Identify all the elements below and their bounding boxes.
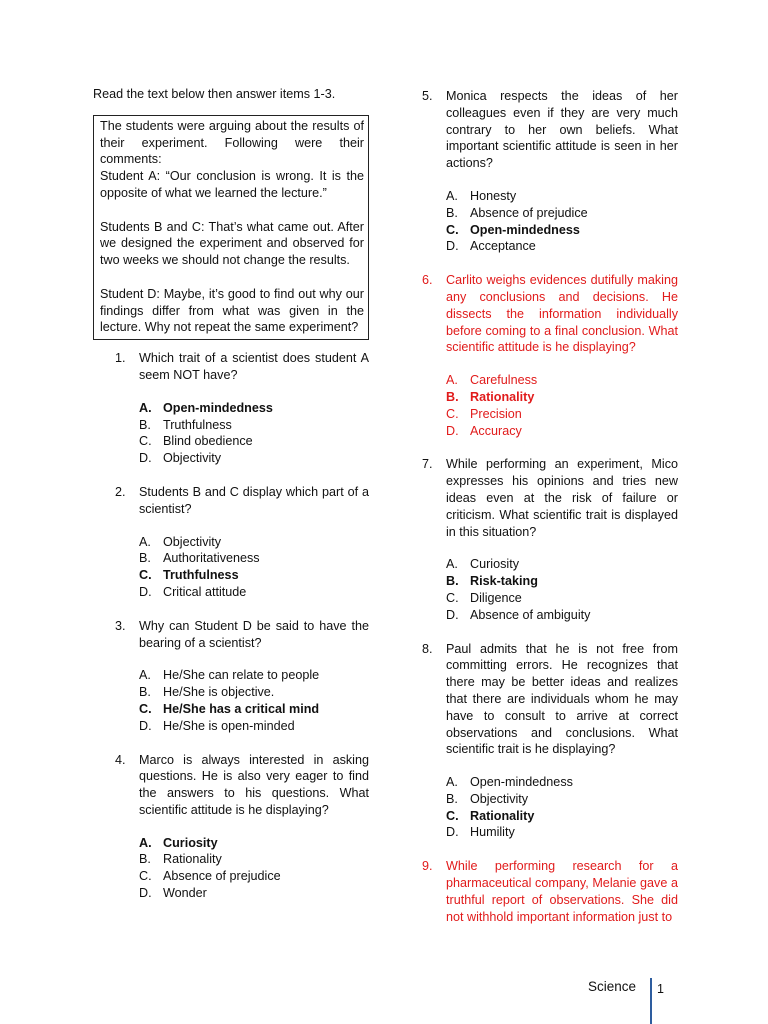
- option-letter: D.: [139, 451, 152, 466]
- option-text: Objectivity: [163, 451, 222, 466]
- question-item: [115, 752, 369, 902]
- option-letter: D.: [446, 825, 459, 840]
- option-letter: B.: [446, 791, 458, 806]
- option-text: Curiosity: [163, 835, 218, 850]
- question-list-left: [93, 350, 369, 902]
- answer-option: [446, 423, 678, 440]
- option-letter: C.: [139, 568, 152, 583]
- passage-paragraph: Student D: Maybe, it’s good to find out why our findings differ from what was given in the lecture. Why not repeat the same experiment?: [100, 286, 364, 335]
- footer-subject: Science: [588, 979, 637, 994]
- option-letter: B.: [139, 685, 151, 700]
- question-body: [139, 484, 369, 601]
- option-letter: B.: [446, 205, 458, 220]
- option-text: Acceptance: [470, 239, 536, 254]
- answer-option: [139, 567, 369, 584]
- question-body: [446, 641, 678, 842]
- question-number: 2.: [115, 484, 126, 499]
- option-letter: C.: [139, 869, 152, 884]
- question-body: [139, 752, 369, 902]
- answer-option: [139, 868, 369, 885]
- answer-option: [139, 433, 369, 450]
- question-item: [422, 858, 678, 925]
- option-letter: C.: [446, 808, 459, 823]
- intro-instruction: Read the text below then answer items 1-3.: [93, 87, 336, 101]
- question-body: [446, 456, 678, 623]
- left-column: [93, 86, 369, 919]
- option-text: He/She has a critical mind: [163, 701, 320, 716]
- answer-option: [446, 774, 678, 791]
- question-stem: While performing an experiment, Mico expresses his opinions and tries new ideas even at the risk of failure or criticism. What scientific trait is displayed in this situation?: [446, 457, 678, 539]
- option-text: Risk-taking: [470, 574, 538, 589]
- answer-option: [139, 851, 369, 868]
- option-text: Rationality: [163, 852, 222, 867]
- question-number: 7.: [422, 457, 433, 472]
- option-text: Precision: [470, 406, 522, 421]
- answer-option: [139, 701, 369, 718]
- question-stem: Which trait of a scientist does student A seem NOT have?: [139, 351, 369, 382]
- answer-option: [139, 400, 369, 417]
- question-number: 5.: [422, 89, 433, 103]
- question-number: 9.: [422, 859, 433, 874]
- question-number: 6.: [422, 273, 433, 288]
- answer-option: [139, 684, 369, 701]
- question-number: 3.: [115, 618, 126, 633]
- option-text: Accuracy: [470, 423, 522, 438]
- answer-option: [139, 835, 369, 852]
- answer-option: [446, 573, 678, 590]
- answer-option: [139, 667, 369, 684]
- answer-option: [139, 550, 369, 567]
- option-text: Open-mindedness: [163, 400, 273, 415]
- option-text: Truthfulness: [163, 417, 232, 432]
- question-stem: Marco is always interested in asking questions. He is also very eager to find the answers to his questions. What scientific attitude is he displaying?: [139, 752, 369, 817]
- option-letter: A.: [446, 775, 458, 790]
- answer-option: [446, 205, 678, 222]
- option-text: He/She is open-minded: [163, 718, 295, 733]
- question-item: [115, 484, 369, 601]
- answer-option: [446, 406, 678, 423]
- reading-passage-box: [93, 115, 369, 340]
- answer-option: [446, 188, 678, 205]
- answer-option: [139, 417, 369, 434]
- option-text: Blind obedience: [163, 434, 253, 449]
- option-text: Authoritativeness: [163, 551, 260, 566]
- option-text: Wonder: [163, 886, 207, 901]
- option-letter: D.: [139, 886, 152, 901]
- footer-divider: [650, 978, 652, 1024]
- answer-option: [446, 222, 678, 239]
- option-letter: A.: [446, 373, 458, 388]
- answer-option: [446, 607, 678, 624]
- answer-option: [446, 372, 678, 389]
- answer-option: [446, 389, 678, 406]
- question-body: [139, 618, 369, 735]
- answer-option: [139, 450, 369, 467]
- option-text: Open-mindedness: [470, 775, 573, 790]
- question-item: [422, 456, 678, 623]
- passage-paragraph: Students B and C: That’s what came out. After we designed the experiment and observed for two weeks we should not change the results.: [100, 219, 364, 268]
- question-body: [446, 88, 678, 255]
- question-item: [422, 272, 678, 439]
- question-number: 8.: [422, 641, 433, 656]
- option-text: Rationality: [470, 389, 535, 404]
- answer-option: [446, 556, 678, 573]
- option-text: Absence of ambiguity: [470, 607, 591, 622]
- option-letter: A.: [139, 668, 151, 683]
- question-item: [422, 88, 678, 255]
- question-stem: Students B and C display which part of a scientist?: [139, 484, 369, 516]
- option-text: Rationality: [470, 808, 535, 823]
- option-letter: C.: [446, 590, 459, 605]
- question-body: [446, 272, 678, 439]
- option-letter: A.: [139, 534, 151, 549]
- question-stem: Monica respects the ideas of her colleagues even if they are very much contrary to her own beliefs. What important scientific attitude is seen in her actions?: [446, 89, 678, 171]
- option-letter: A.: [446, 557, 458, 572]
- option-text: Carefulness: [470, 373, 538, 388]
- question-number: 4.: [115, 752, 126, 767]
- question-stem: Why can Student D be said to have the bearing of a scientist?: [139, 618, 369, 650]
- option-text: Absence of prejudice: [163, 869, 281, 884]
- answer-option: [139, 534, 369, 551]
- answer-option: [446, 808, 678, 825]
- option-text: Honesty: [470, 188, 517, 203]
- option-text: Open-mindedness: [470, 222, 580, 237]
- option-text: Humility: [470, 825, 515, 840]
- option-text: He/She is objective.: [163, 685, 275, 700]
- option-letter: C.: [139, 701, 152, 716]
- page-number: 1: [657, 982, 664, 996]
- option-letter: D.: [446, 239, 459, 254]
- question-list-right: [422, 88, 678, 925]
- option-text: He/She can relate to people: [163, 668, 320, 683]
- option-letter: C.: [446, 222, 459, 237]
- option-text: Diligence: [470, 590, 522, 605]
- option-letter: C.: [446, 406, 459, 421]
- question-stem: Carlito weighs evidences dutifully making any conclusions and decisions. He dissects the information individually before coming to a final conclusion. What scientific attitude is he displaying?: [446, 273, 678, 355]
- option-letter: B.: [139, 551, 151, 566]
- question-item: [422, 641, 678, 842]
- question-body: [446, 858, 678, 925]
- option-letter: C.: [139, 434, 152, 449]
- passage-paragraph: The students were arguing about the results of their experiment. Following were their comments:: [100, 118, 364, 167]
- option-letter: D.: [139, 718, 152, 733]
- option-letter: A.: [446, 188, 458, 203]
- option-letter: A.: [139, 400, 152, 415]
- option-letter: B.: [446, 574, 459, 589]
- question-stem: While performing research for a pharmaceutical company, Melanie gave a truthful report of observations. She did not withhold important information just to: [446, 859, 678, 924]
- option-letter: D.: [139, 584, 152, 599]
- question-stem: Paul admits that he is not free from committing errors. He recognizes that there may be better ideas and realizes that there are individuals whom he may have to consult to arrive at correct observations and conclusions. What scientific trait is he displaying?: [446, 641, 678, 757]
- option-letter: B.: [139, 852, 151, 867]
- answer-option: [446, 791, 678, 808]
- option-letter: D.: [446, 607, 459, 622]
- right-column: [422, 88, 678, 942]
- option-letter: A.: [139, 835, 152, 850]
- option-text: Absence of prejudice: [470, 205, 588, 220]
- option-text: Truthfulness: [163, 568, 239, 583]
- answer-option: [446, 238, 678, 255]
- option-letter: B.: [446, 389, 459, 404]
- option-letter: B.: [139, 417, 151, 432]
- question-item: [115, 618, 369, 735]
- option-text: Objectivity: [163, 534, 222, 549]
- option-text: Curiosity: [470, 557, 519, 572]
- question-item: [115, 350, 369, 467]
- answer-option: [446, 824, 678, 841]
- answer-option: [446, 590, 678, 607]
- option-text: Critical attitude: [163, 584, 247, 599]
- passage-paragraph: Student A: “Our conclusion is wrong. It is the opposite of what we learned the lecture.”: [100, 169, 364, 200]
- question-body: [139, 350, 369, 467]
- answer-option: [139, 584, 369, 601]
- answer-option: [139, 885, 369, 902]
- question-number: 1.: [115, 351, 126, 366]
- answer-option: [139, 718, 369, 735]
- option-letter: D.: [446, 423, 459, 438]
- option-text: Objectivity: [470, 791, 529, 806]
